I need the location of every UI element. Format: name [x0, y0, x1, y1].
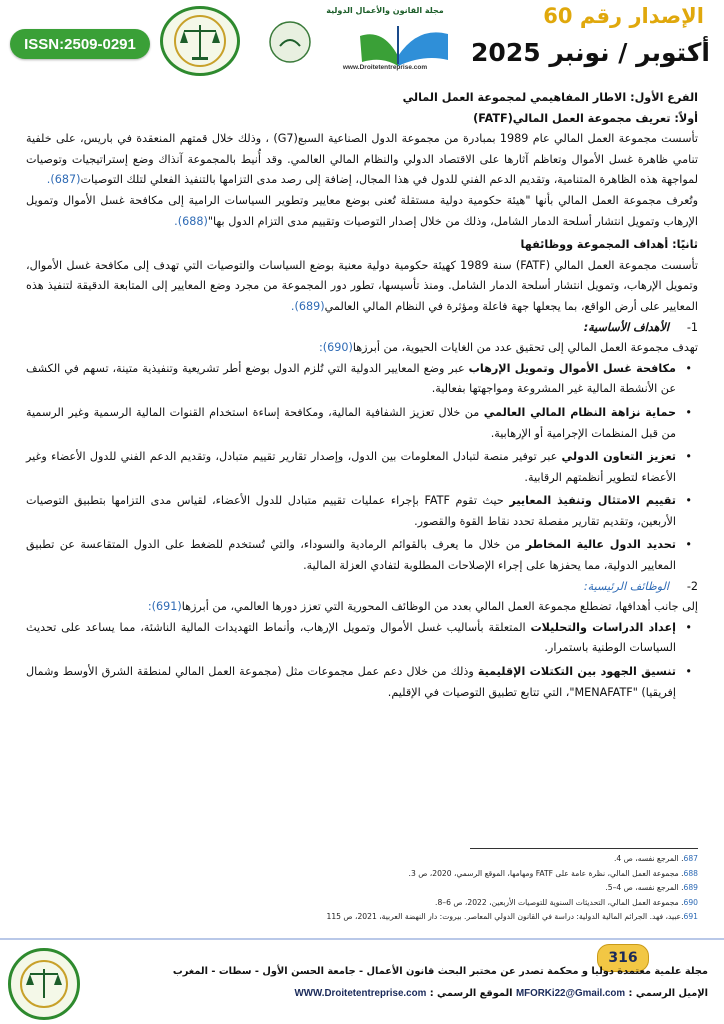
goals-intro-text: تهدف مجموعة العمل المالي إلى تحقيق عدد من الغايات الحيوية، من أبرزها: [352, 341, 698, 355]
footnote-ref-687[interactable]: (687).: [46, 173, 81, 187]
bullet-icon: •: [685, 494, 692, 508]
section-title: الفرع الأول: الاطار المفاهيمي لمجموعة العمل المالي: [402, 91, 698, 104]
footnote: [26, 867, 698, 882]
list-item-term: تقييم الامتثال وتنفيذ المعايير: [509, 494, 676, 508]
footnote-text: .عبيد، فهد. الجرائم المالية الدولية: دراسة في القانون الدولي المعاصر. بيروت: دار النهضة العربية، 2021، ص 115: [326, 912, 684, 921]
list-item-term: تعزيز التعاون الدولي: [561, 450, 676, 464]
subsection-title-definition: أولاً: تعريف مجموعة العمل المالي(FATF): [473, 111, 698, 125]
list-item-term: إعداد الدراسات والتحليلات: [530, 620, 676, 634]
issn-badge: ISSN:2509-0291: [10, 29, 150, 59]
article-body: [26, 88, 698, 703]
functions-intro-text: إلى جانب أهدافها، تضطلع مجموعة العمل المالي بعدد من الوظائف المحورية التي تعزز دورها العالمي، من أبرزها: [181, 600, 698, 614]
paragraph-founding: [26, 129, 698, 191]
footnote-ref-688[interactable]: (688).: [174, 214, 208, 228]
footnote-text: . المرجع نفسه، ص 4.: [613, 854, 684, 863]
list-item-text: عبر وضع المعايير الدولية التي تُلزم الدول بوضع أطر تشريعية وتنفيذية متينة، تسهم في الكشف عن الأنشطة المالية غير المشروعة ومواجهتها بفعالية.: [26, 361, 676, 396]
footnote: [26, 881, 698, 896]
paragraph-definition-text: وتُعرف مجموعة العمل المالي بأنها "هيئة حكومية دولية مستقلة تُعنى بوضع معايير وتطوير السياسات الرامية إلى مكافحة غسل الأموال وتمويل الإرهاب وتمويل انتشار أسلحة الدمار الشامل، وذلك من خلال إصدار التوصيات وتقييم مدى التزام الدول بها": [26, 193, 698, 228]
journal-website: www.Droitetentreprise.com: [342, 64, 428, 71]
list-item: [26, 662, 698, 703]
footnote-text: . المرجع نفسه، ص 4–5.: [605, 883, 684, 892]
email-link[interactable]: MFORKi22@Gmail.com: [515, 988, 626, 999]
list-heading-main-functions: [26, 577, 698, 598]
bullet-icon: •: [685, 361, 692, 375]
list-item-text: من خلال ما يعرف بالقوائم الرمادية والسوداء، والتي تُستخدم للضغط على الدول المتقاعسة عن تطبيق المعايير الدولية، مما يحفزها على إجراء الإصلاحات المطلوبة لتفادي العزلة المالية.: [26, 538, 676, 573]
footer-contact: [295, 988, 708, 999]
email-label: الإميل الرسمي :: [625, 988, 708, 999]
site-label: الموقع الرسمي :: [426, 988, 516, 999]
list-item-term: مكافحة غسل الأموال وتمويل الإرهاب: [468, 361, 676, 375]
footnote-text: . مجموعة العمل المالي، التحديثات السنوية للتوصيات الأربعين، 2022، ص 6–8.: [435, 897, 684, 907]
page-number: 316: [597, 944, 649, 972]
bullet-icon: •: [685, 538, 692, 552]
list-item: [26, 618, 698, 659]
subsection-title-goals: ثانيًا: أهداف المجموعة ووظائفها: [520, 238, 698, 252]
list-item-term: تحديد الدول عالية المخاطر: [525, 538, 676, 552]
issue-date: أكتوبر / نونبر 2025: [471, 38, 710, 67]
paragraph-founding-text: تأسست مجموعة العمل المالي عام 1989 بمبادرة من مجموعة الدول الصناعية السبع(G7) ، وذلك خلال قمتهم المنعقدة في باريس، على خلفية تنامي ظاهرة غسل الأموال وتعاظم آثارها على الاقتصاد الدولي والنظام المالي العالمي. وقد أُنيط بالمجموعة آنذاك وضع إستراتيجيات وتوصيات لمواجهة هذه الظاهرة المتنامية، وتقديم الدعم الفني للدول في هذا المجال، إضافة إلى رصد مدى التزامها بالتنفيذ الفعلي لتلك التوصيات: [26, 132, 698, 187]
footnote-number: 691: [683, 912, 698, 921]
issue-number: الإصدار رقم 60: [543, 4, 704, 28]
list-heading-number: 2-: [686, 579, 698, 593]
list-heading-number: 1-: [686, 320, 698, 334]
bullet-icon: •: [685, 450, 692, 464]
page-header: [0, 0, 724, 82]
list-item-text: من خلال تعزيز الشفافية المالية، ومكافحة إساءة استخدام القنوات المالية الرسمية وغير الرسمية من قبل المنظمات الإجرامية أو الإرهابية.: [26, 405, 676, 440]
scales-of-justice-icon: [16, 956, 72, 1012]
footer-divider: [0, 938, 724, 940]
bullet-icon: •: [685, 405, 692, 419]
footnote-divider: [470, 848, 698, 849]
list-item-term: حماية نزاهة النظام المالي العالمي: [483, 405, 677, 419]
list-item: [26, 403, 698, 444]
list-item-text: وذلك من خلال دعم عمل مجموعات مثل (مجموعة العمل المالي لمنطقة الشرق الأوسط وشمال إفريقيا) "MENAFATF"، التي تتابع تطبيق التوصيات في الإقليم.: [26, 665, 676, 699]
paragraph-definition: [26, 191, 698, 232]
footnote: [26, 910, 698, 925]
list-item: [26, 491, 698, 532]
scales-of-justice-icon: [168, 13, 232, 69]
bullet-icon: •: [685, 665, 692, 679]
footnote-number: 688: [683, 868, 698, 878]
journal-name: مجلة القانون والأعمال الدولية: [326, 6, 444, 15]
website-link[interactable]: WWW.Droitetentreprise.com: [294, 988, 427, 999]
footnote: [26, 852, 698, 867]
list-item: [26, 359, 698, 400]
footnote-ref-690[interactable]: (690):: [318, 341, 353, 355]
list-item-text: عبر توفير منصة لتبادل المعلومات بين الدول، وإصدار تقارير تقييم متبادل، وتقديم الدعم الفني للدول الأعضاء وغير الأعضاء لتطوير أنظمتهم الرقابية.: [26, 450, 676, 484]
footnote-ref-689[interactable]: (689).: [290, 299, 325, 313]
list-item-term: تنسيق الجهود بين التكتلات الإقليمية: [477, 665, 676, 679]
footnotes: [26, 852, 698, 925]
lab-seal-logo: [160, 6, 240, 76]
footnote-number: 687: [683, 854, 698, 863]
footnote-text: . مجموعة العمل المالي، نظرة عامة على FATF ومهامها، الموقع الرسمي، 2020، ص 3.: [408, 868, 684, 878]
footnote: [26, 896, 698, 911]
list-item: [26, 447, 698, 488]
list-item-text: المتعلقة بأساليب غسل الأموال وتمويل الإرهاب، وأنماط التهديدات المالية الناشئة، مما يساعد على تحديث السياسات الوطنية باستمرار.: [26, 620, 676, 655]
footnote-ref-691[interactable]: (691):: [147, 600, 182, 614]
lab-seal-logo-footer: [8, 948, 80, 1020]
footer-journal-line: مجلة علمية معتمدة دوليا و محكمة تصدر عن مختبر البحث قانون الأعمال - جامعة الحسن الأول - سطات - المغرب: [172, 966, 708, 977]
footnote-number: 690: [683, 897, 698, 907]
list-item-text: حيث تقوم FATF بإجراء عمليات تقييم متبادل للدول الأعضاء، لقياس مدى التزامها بتطبيق التوصيات الأربعين، وتقديم تقارير مفصلة تحدد نقاط القوة والقصور.: [26, 494, 676, 528]
paragraph-goals: [26, 256, 698, 318]
list-heading-text: الأهداف الأساسية:: [583, 320, 670, 334]
functions-intro: [26, 597, 698, 618]
list-item: [26, 535, 698, 576]
bullet-icon: •: [685, 620, 692, 634]
list-heading-basic-goals: [26, 318, 698, 339]
footnote-number: 689: [683, 883, 698, 892]
goals-intro: [26, 338, 698, 359]
list-heading-text: الوظائف الرئيسية:: [583, 579, 670, 593]
paragraph-goals-text: تأسست مجموعة العمل المالي (FATF) سنة 1989 كهيئة حكومية دولية معنية بوضع السياسات والتوصيات التي تهدف إلى مكافحة غسل الأموال، وتمويل الإرهاب، وتمويل انتشار أسلحة الدمار الشامل. ومنذ تأسيسها، تطور دور المجموعة من مجرد وضع المعايير إلى المتابعة الدقيقة لتنفيذ هذه المعايير على أرض الواقع، بما يجعلها جهة فاعلة ومؤثرة في النظام المالي العالمي: [26, 258, 698, 313]
